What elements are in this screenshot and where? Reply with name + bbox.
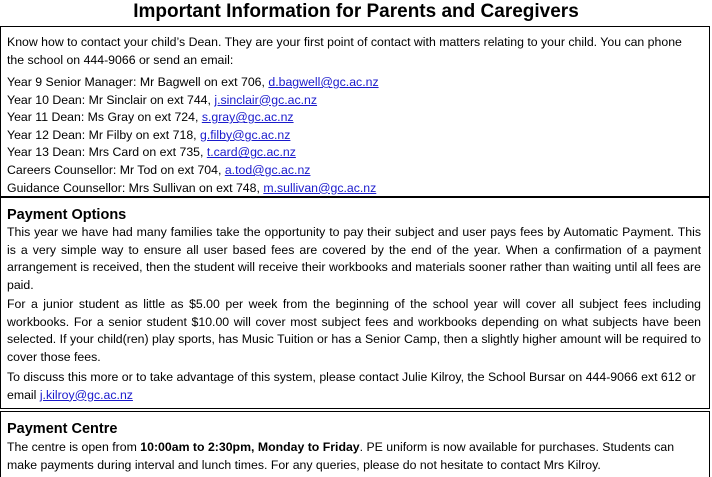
contact-label: Year 11 Dean: Ms Gray on ext 724, <box>7 110 202 125</box>
payment-centre-paragraph <box>7 439 701 474</box>
contact-email-link[interactable]: a.tod@gc.ac.nz <box>224 162 311 177</box>
payment-centre-text: . PE uniform is now available for purchases. Students can make payments during interval and lunch times. For any queries, please do not hesitate to contact Mrs Kilroy. <box>7 440 675 472</box>
payment-options-paragraph: For a junior student as little as $5.00 per week from the beginning of the school year will cover all subject fees including workbooks. For a senior student $10.00 will cover most subject fees and workbooks depending on what subjects have been selected. If your child(ren) play sports, has Music Tuition or has a Senior Camp, then a slightly higher amount will be required to cover those fees. <box>7 297 701 364</box>
contact-label: Year 10 Dean: Mr Sinclair on ext 744, <box>7 92 215 107</box>
contact-label: Year 9 Senior Manager: Mr Bagwell on ext 706, <box>7 75 269 89</box>
payment-centre-box <box>0 411 710 477</box>
contact-row <box>7 74 701 92</box>
payment-options-contact-paragraph <box>7 369 701 404</box>
contact-email-link[interactable]: t.card@gc.ac.nz <box>206 145 296 160</box>
contact-email-link[interactable]: s.gray@gc.ac.nz <box>201 110 294 125</box>
contact-bursar-text: To discuss this more or to take advantage of this system, please contact Julie Kilroy, the School Bursar on 444-9066 ext 612 or email <box>7 370 696 402</box>
contact-label: Year 12 Dean: Mr Filby on ext 718, <box>7 127 200 142</box>
contacts-box <box>0 26 710 197</box>
bursar-email-link[interactable]: j.kilroy@gc.ac.nz <box>39 387 133 402</box>
section-heading: Payment Centre <box>7 421 118 437</box>
payment-centre-text: The centre is open from <box>7 440 141 454</box>
contacts-intro: Know how to contact your child’s Dean. They are your first point of contact with matters relating to your child. You can phone the school on 444-9066 or send an email: <box>7 35 682 67</box>
opening-hours: 10:00am to 2:30pm, Monday to Friday <box>140 440 360 454</box>
contact-row <box>7 180 701 198</box>
contact-email-link[interactable]: j.sinclair@gc.ac.nz <box>214 92 318 107</box>
contacts-list <box>7 74 701 197</box>
contact-label: Year 13 Dean: Mrs Card on ext 735, <box>7 145 207 160</box>
contact-row <box>7 92 701 110</box>
section-heading: Payment Options <box>7 207 127 223</box>
contact-email-link[interactable]: g.filby@gc.ac.nz <box>200 127 291 142</box>
contact-email-link[interactable]: d.bagwell@gc.ac.nz <box>268 75 379 89</box>
payment-options-box <box>0 197 710 409</box>
contact-email-link[interactable]: m.sullivan@gc.ac.nz <box>263 180 377 195</box>
contact-row <box>7 144 701 162</box>
payment-options-paragraph: This year we have had many families take the opportunity to pay their subject and user pays fees by Automatic Payment. This is a very simple way to ensure all user based fees are covered by the end of the year. When a confirmation of a payment arrangement is received, then the student will receive their workbooks and materials sooner rather than waiting until all fees are paid. <box>7 225 701 292</box>
contact-row <box>7 127 701 145</box>
page-title: Important Information for Parents and Caregivers <box>133 1 579 22</box>
contact-row <box>7 109 701 127</box>
contact-label: Careers Counsellor: Mr Tod on ext 704, <box>7 162 225 177</box>
contact-row <box>7 162 701 180</box>
contact-label: Guidance Counsellor: Mrs Sullivan on ext 748, <box>7 180 264 195</box>
